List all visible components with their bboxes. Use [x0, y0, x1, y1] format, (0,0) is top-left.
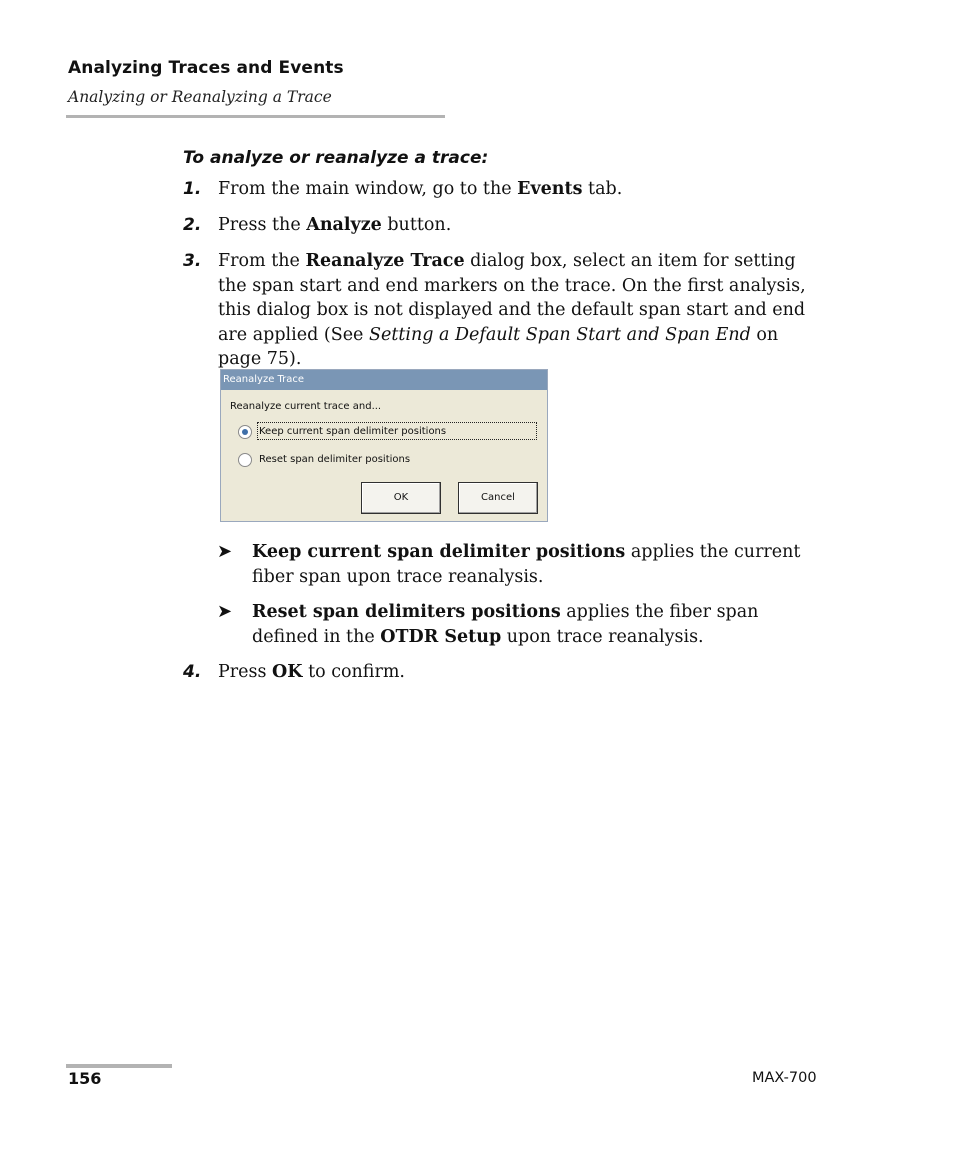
dialog-prompt: Reanalyze current trace and... — [230, 401, 382, 412]
reanalyze-trace-dialog — [220, 369, 548, 522]
arrow-bullet-icon: ➤ — [217, 541, 233, 562]
reset-positions-radio[interactable] — [238, 453, 252, 467]
cancel-button[interactable]: Cancel — [458, 482, 538, 514]
step-text: Press OK to confirm. — [218, 662, 405, 682]
bullet-text: Keep current span delimiter positions applies the current fiber span upon trace reanalysis. — [252, 542, 801, 587]
keep-positions-radio[interactable] — [238, 425, 252, 439]
page-number: 156 — [68, 1069, 102, 1088]
step-text: From the main window, go to the Events tab. — [218, 179, 623, 199]
step-number: 3. — [183, 251, 202, 271]
step-number: 1. — [183, 179, 202, 199]
step-text: From the Reanalyze Trace dialog box, select an item for setting the span start and end markers on the trace. On the first analysis, this dialog box is not displayed and the default span start and end are applied (See Setting a Default Span Start and Span End on page 75). — [218, 251, 806, 369]
step-number: 4. — [183, 662, 202, 682]
chapter-title: Analyzing Traces and Events — [68, 58, 344, 78]
dialog-title-bar: Reanalyze Trace — [221, 370, 547, 390]
product-name: MAX-700 — [752, 1070, 817, 1086]
step-number: 2. — [183, 215, 202, 235]
ok-button[interactable]: OK — [361, 482, 441, 514]
radio-selected-dot — [242, 429, 248, 435]
bullet-text: Reset span delimiters positions applies the fiber span defined in the OTDR Setup upon trace reanalysis. — [252, 602, 759, 647]
section-title: Analyzing or Reanalyzing a Trace — [68, 88, 332, 106]
arrow-bullet-icon: ➤ — [217, 601, 233, 622]
footer-rule — [66, 1064, 172, 1068]
keep-positions-label[interactable]: Keep current span delimiter positions — [259, 426, 447, 437]
step-text: Press the Analyze button. — [218, 215, 452, 235]
header-rule — [66, 115, 445, 118]
procedure-title: To analyze or reanalyze a trace: — [183, 148, 489, 168]
reset-positions-label[interactable]: Reset span delimiter positions — [259, 454, 411, 465]
